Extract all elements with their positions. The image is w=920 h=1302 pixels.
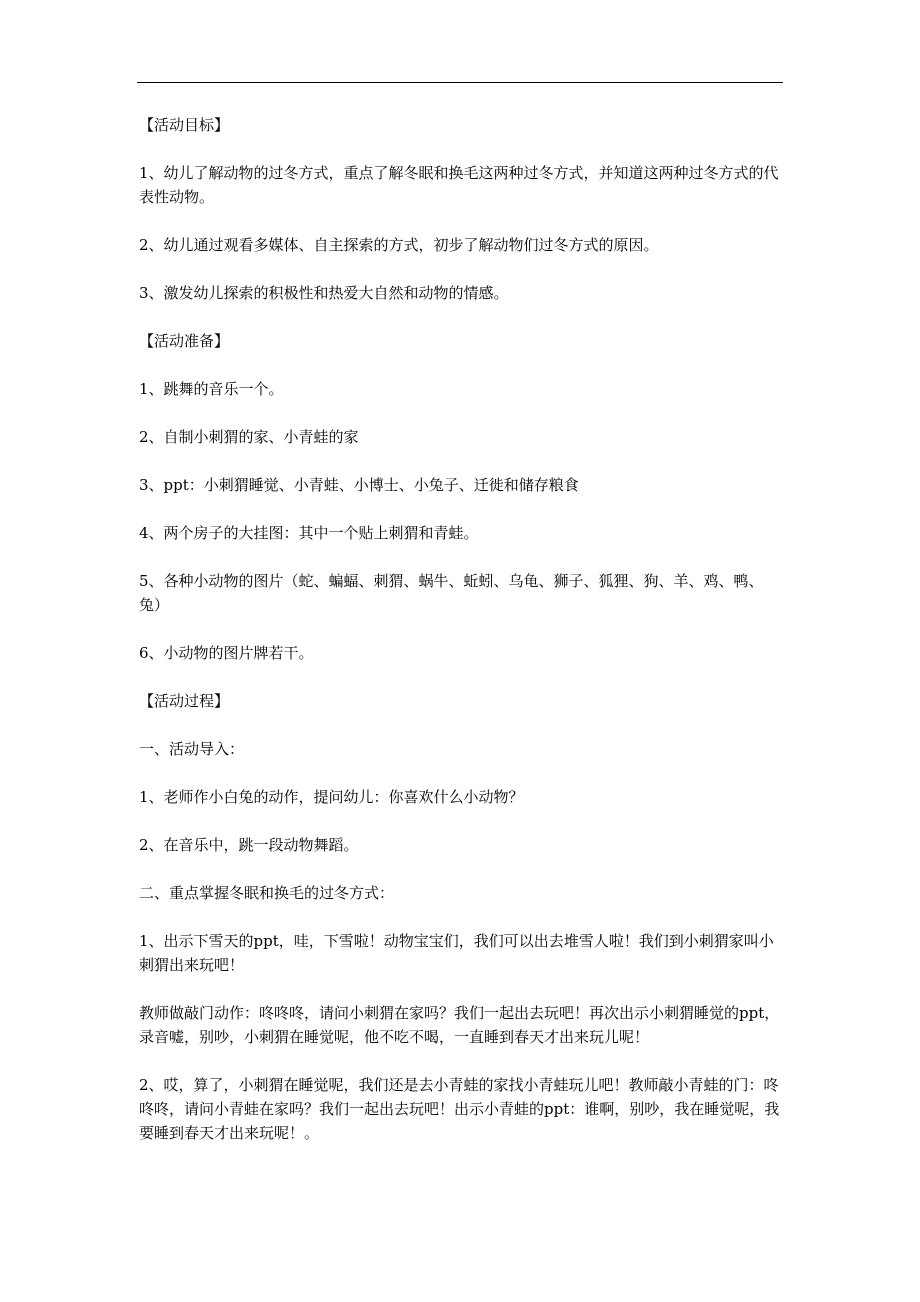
header-rule <box>137 82 783 83</box>
preparation-item-1: 1、跳舞的音乐一个。 <box>139 380 284 398</box>
process-step-1-1: 1、老师作小白兔的动作，提问幼儿：你喜欢什么小动物？ <box>139 788 524 806</box>
document-body <box>139 113 784 1169</box>
process-step-2-1-detail: 教师做敲门动作：咚咚咚，请问小刺猬在家吗？我们一起出去玩吧！再次出示小刺猬睡觉的ppt，录音嘘，别吵，小刺猬在睡觉呢，他不吃不喝，一直睡到春天才出来玩儿呢！ <box>139 1004 780 1046</box>
preparation-item-3: 3、ppt：小刺猬睡觉、小青蛙、小博士、小兔子、迁徙和储存粮食 <box>139 476 579 494</box>
process-step-1-2: 2、在音乐中，跳一段动物舞蹈。 <box>139 836 359 854</box>
process-subheading-2: 二、重点掌握冬眠和换毛的过冬方式： <box>139 884 395 902</box>
goal-item-1: 1、幼儿了解动物的过冬方式，重点了解冬眠和换毛这两种过冬方式，并知道这两种过冬方式的代表性动物。 <box>139 164 779 206</box>
preparation-item-6: 6、小动物的图片牌若干。 <box>139 644 314 662</box>
preparation-item-4: 4、两个房子的大挂图：其中一个贴上刺猬和青蛙。 <box>139 524 479 542</box>
goal-item-2: 2、幼儿通过观看多媒体、自主探索的方式，初步了解动物们过冬方式的原因。 <box>139 236 659 254</box>
goal-item-3: 3、激发幼儿探索的积极性和热爱大自然和动物的情感。 <box>139 284 509 302</box>
section-heading-preparation: 【活动准备】 <box>139 332 230 350</box>
preparation-item-2: 2、自制小刺猬的家、小青蛙的家 <box>139 428 359 446</box>
section-heading-process: 【活动过程】 <box>139 692 230 710</box>
process-step-2-1: 1、出示下雪天的ppt，哇，下雪啦！动物宝宝们，我们可以出去堆雪人啦！我们到小刺猬家叫小刺猬出来玩吧！ <box>139 932 774 974</box>
process-step-2-2: 2、哎，算了，小刺猬在睡觉呢，我们还是去小青蛙的家找小青蛙玩儿吧！教师敲小青蛙的门：咚咚咚，请问小青蛙在家吗？我们一起出去玩吧！出示小青蛙的ppt：谁啊，别吵，我在睡觉呢，我要睡到春天才出来玩呢！。 <box>139 1076 780 1142</box>
process-subheading-1: 一、活动导入： <box>139 740 245 758</box>
preparation-item-5: 5、各种小动物的图片（蛇、蝙蝠、刺猬、蜗牛、蚯蚓、乌龟、狮子、狐狸、狗、羊、鸡、鸭、兔） <box>139 572 764 614</box>
section-heading-goals: 【活动目标】 <box>139 116 230 134</box>
